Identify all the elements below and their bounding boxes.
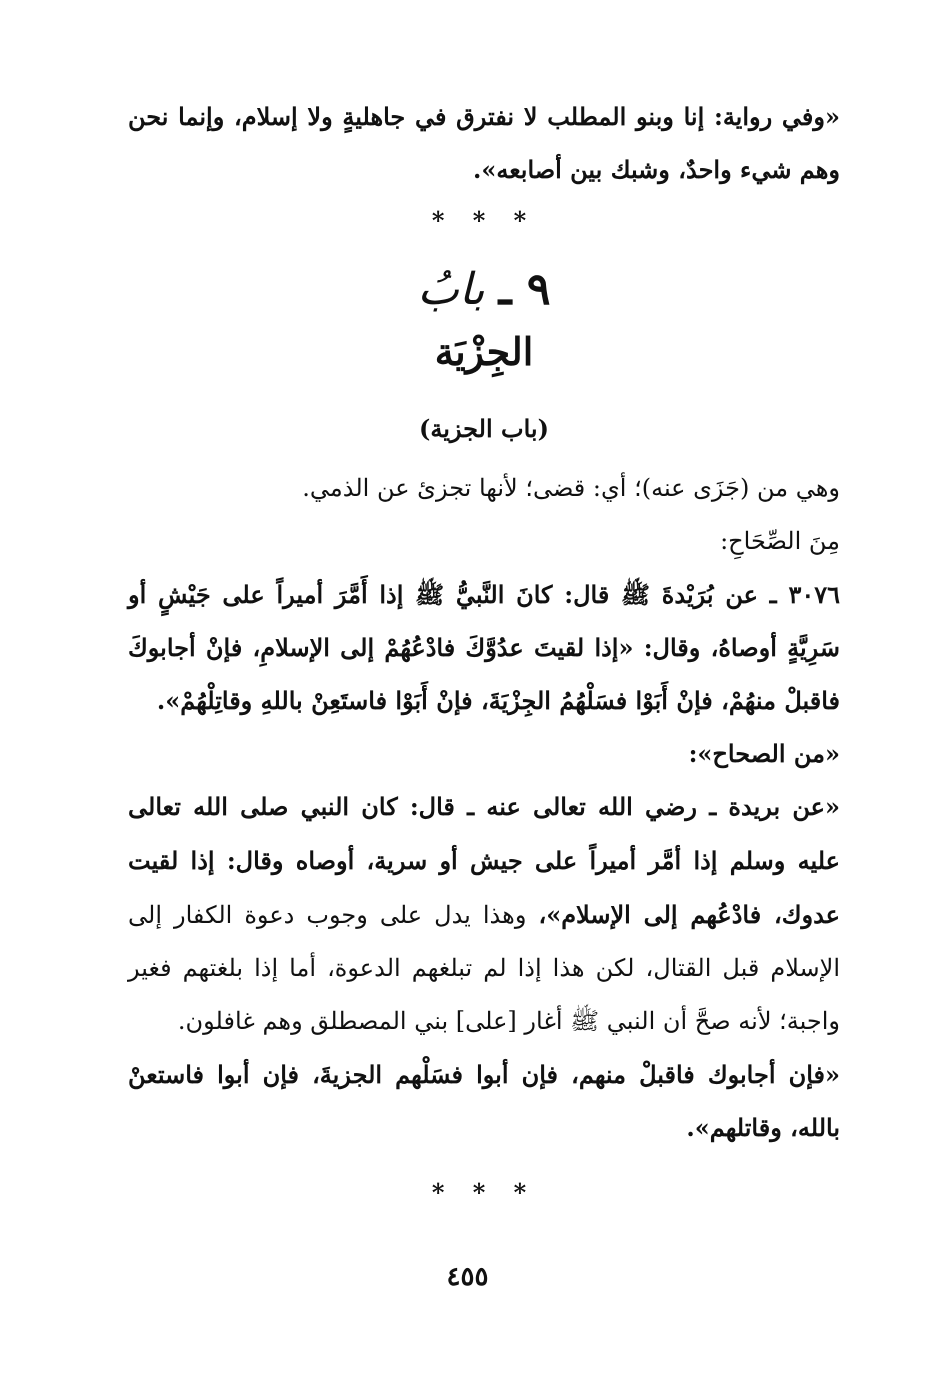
commentary-quote: «عن بريدة ـ رضي الله تعالى عنه ـ قال: كان النبي صلى الله تعالى عليه وسلم إذا أمَّر أميراً على جيش أو سرية، أوصاه وقال: إذا لقيت عدوك، فادْعُهم إلى الإسلام»،	[128, 792, 840, 929]
chapter-heading	[128, 258, 840, 322]
definition-paragraph: وهي من (جَزَى عنه)؛ أي: قضى؛ لأنها تجزئ عن الذمي.	[302, 474, 840, 502]
min-sihah-heading: مِنَ الصِّحَاحِ:	[720, 527, 840, 555]
bab-heading: (باب الجزية)	[419, 414, 549, 443]
narration-paragraph: «وفي رواية: إنا وبنو المطلب لا نفترق في جاهليةٍ ولا إسلام، وإنما نحن وهم شيء واحدٌ، وشبك بين أصابعه».	[128, 102, 840, 184]
commentary-paragraph	[128, 780, 840, 1048]
page-body	[128, 90, 840, 1208]
page-number: ٤٥٥	[446, 1262, 489, 1292]
chapter-label: بابُ	[417, 264, 485, 315]
commentary-explanation: وهذا يدل على وجوب دعوة الكفار إلى الإسلام قبل القتال، لكن هذا إذا لم تبلغهم الدعوة، أما إذا بلغتهم فغير واجبة؛ لأنه صحَّ أن النبي ﷺ أغار [على] بني المصطلق وهم غافلون.	[128, 901, 840, 1035]
commentary-heading: «من الصحاح»:	[688, 739, 840, 768]
chapter-number: ٩ ـ	[498, 264, 551, 315]
separator-bottom: * * *	[431, 1178, 537, 1207]
chapter-title: الجِزْيَة	[434, 329, 534, 374]
separator-top: * * *	[431, 206, 537, 235]
commentary-paragraph-2: «فإن أجابوك فاقبلْ منهم، فإن أبوا فسَلْهم الجزيةَ، فإن أبوا فاستعنْ بالله، وقاتلهم».	[128, 1060, 840, 1142]
hadith-paragraph: ٣٠٧٦ ـ عن بُرَيْدةَ ﷺ قال: كانَ النَّبيُّ ﷺ إذا أَمَّرَ أميراً على جَيْشٍ أو سَرِيَّةٍ أوصاهُ، وقال: «إذا لقيتَ عدُوَّكَ فادْعُهُمْ إلى الإسلامِ، فإنْ أجابوكَ فاقبلْ منهُمْ، فإنْ أَبَوْا فسَلْهُمُ الجِزْيَةَ، فإنْ أَبَوْا فاستَعِنْ باللهِ وقاتِلْهُمْ».	[128, 580, 840, 715]
